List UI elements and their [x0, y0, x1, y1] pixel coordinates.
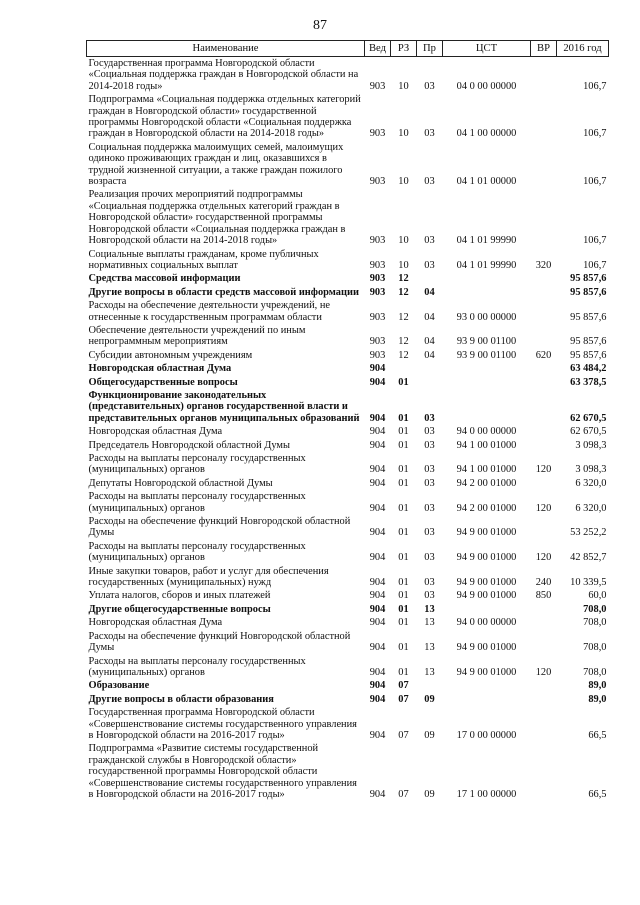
cell-ved: 904 [369, 464, 386, 476]
cell-name: Расходы на выплаты персоналу государственных (муниципальных) органов [88, 540, 306, 564]
table-row [87, 389, 609, 425]
cell-name: Обеспечение деятельности учреждений по иным непрограммным мероприятиям [88, 324, 306, 348]
table-row [87, 679, 609, 692]
table-row [87, 742, 609, 801]
cell-name: Социальная поддержка малоимущих семей, малоимущих одиноко проживающих граждан и лиц, оказавшихся в трудной жизненной ситуации, а также граждан пожилого возраста [88, 141, 344, 188]
cell-rz: 01 [398, 412, 409, 424]
table-row [87, 515, 609, 540]
cell-rz: 01 [398, 552, 409, 564]
cell-cst: 94 9 00 01000 [456, 590, 517, 602]
cell-name: Новгородская областная Дума [88, 363, 232, 375]
cell-rz [391, 362, 417, 375]
cell-vr [531, 93, 557, 141]
cell-name: Другие вопросы в области образования [88, 693, 274, 705]
cell-cst: 17 0 00 00000 [456, 729, 517, 741]
cell-vr: 620 [535, 349, 552, 361]
cell-name: Образование [88, 680, 150, 692]
cell-amount: 60,0 [588, 590, 607, 602]
cell-rz: 01 [398, 376, 409, 388]
cell-rz: 12 [398, 273, 409, 285]
cell-name: Государственная программа Новгородской области «Социальная поддержка граждан в Новгородской области на 2014-2018 годы» [88, 58, 359, 92]
cell-vr [531, 616, 557, 629]
cell-name: Другие общегосударственные вопросы [88, 603, 271, 615]
cell-rz: 01 [398, 590, 409, 602]
cell-amount: 66,5 [588, 729, 607, 741]
cell-ved: 904 [369, 788, 386, 800]
table-row [87, 57, 609, 94]
cell-rz: 01 [398, 603, 409, 615]
cell-cst: 04 1 00 00000 [456, 128, 517, 140]
cell-rz: 12 [398, 311, 409, 323]
cell-vr [531, 362, 557, 375]
cell-rz: 01 [398, 617, 409, 629]
cell-amount: 708,0 [583, 603, 607, 615]
cell-pr: 03 [424, 439, 435, 451]
cell-ved: 904 [369, 603, 386, 615]
cell-amount: 106,7 [583, 176, 607, 188]
cell-name: Новгородская областная Дума [88, 617, 223, 629]
cell-vr [531, 272, 557, 285]
table-row [87, 248, 609, 273]
budget-table [86, 40, 609, 801]
cell-amount: 95 857,6 [570, 349, 607, 361]
cell-vr [531, 439, 557, 452]
cell-pr: 03 [424, 259, 435, 271]
header-pr: Пр [417, 41, 443, 57]
cell-vr [531, 324, 557, 349]
table-row [87, 141, 609, 189]
cell-ved: 904 [369, 642, 386, 654]
cell-ved: 903 [369, 235, 386, 247]
table-row [87, 324, 609, 349]
cell-amount: 106,7 [583, 259, 607, 271]
cell-pr: 09 [424, 729, 435, 741]
cell-amount: 708,0 [583, 666, 607, 678]
cell-rz: 01 [398, 577, 409, 589]
table-row [87, 490, 609, 515]
cell-pr: 13 [424, 603, 435, 615]
cell-vr [531, 57, 557, 94]
cell-vr: 320 [535, 259, 552, 271]
cell-cst: 04 1 01 99990 [456, 259, 517, 271]
table-row [87, 477, 609, 490]
cell-amount: 53 252,2 [570, 527, 607, 539]
cell-cst: 04 1 01 99990 [456, 235, 517, 247]
cell-ved: 903 [369, 286, 386, 298]
cell-pr: 04 [424, 349, 435, 361]
cell-ved: 904 [369, 577, 386, 589]
cell-amount: 66,5 [588, 788, 607, 800]
page-number: 87 [313, 18, 327, 33]
table-row [87, 589, 609, 602]
cell-vr [531, 188, 557, 247]
cell-name: Иные закупки товаров, работ и услуг для обеспечения государственных (муниципальных) нужд [88, 565, 329, 589]
cell-name: Подпрограмма «Развитие системы государственной гражданской службы в Новгородской области» государственной программы Новгородской области «Совершенствование системы государственного управления в Новгородской области на 2016-2017 годы» [88, 743, 357, 800]
table-row [87, 565, 609, 590]
table-row [87, 362, 609, 375]
cell-pr: 03 [424, 502, 435, 514]
cell-ved: 903 [369, 128, 386, 140]
cell-name: Средства массовой информации [88, 273, 241, 285]
table-row [87, 452, 609, 477]
cell-name: Расходы на выплаты персоналу государственных (муниципальных) органов [88, 453, 306, 476]
cell-vr [531, 376, 557, 389]
cell-amount: 3 098,3 [575, 464, 607, 476]
cell-pr: 03 [424, 412, 435, 424]
cell-pr: 03 [424, 426, 435, 438]
cell-name: Новгородская областная Дума [88, 426, 223, 438]
cell-pr: 03 [424, 477, 435, 489]
cell-pr: 13 [424, 666, 435, 678]
table-row [87, 616, 609, 629]
cell-name: Председатель Новгородской областной Думы [88, 439, 290, 451]
cell-vr: 850 [535, 590, 552, 602]
cell-rz: 10 [398, 235, 409, 247]
cell-ved: 904 [369, 552, 386, 564]
cell-rz: 12 [398, 349, 409, 361]
cell-name: Функционирование законодательных (представительных) органов государственной власти и представительных органов муниципальных образований [88, 389, 360, 424]
cell-cst: 93 9 00 01100 [456, 349, 517, 361]
cell-pr: 04 [424, 336, 435, 348]
cell-pr [417, 362, 443, 375]
cell-pr: 09 [424, 693, 435, 705]
table-row [87, 272, 609, 285]
cell-amount: 95 857,6 [570, 286, 607, 298]
cell-cst [443, 693, 531, 706]
cell-rz: 07 [398, 680, 409, 692]
header-ved: Вед [365, 41, 391, 57]
cell-rz: 10 [398, 128, 409, 140]
cell-ved: 904 [369, 376, 386, 388]
cell-amount: 62 670,5 [570, 426, 607, 438]
cell-amount: 95 857,6 [570, 273, 607, 285]
cell-name: Другие вопросы в области средств массовой информации [88, 286, 359, 298]
cell-ved: 904 [369, 426, 386, 438]
table-row [87, 93, 609, 141]
cell-vr [531, 425, 557, 438]
cell-name: Уплата налогов, сборов и иных платежей [88, 590, 271, 602]
cell-vr [531, 515, 557, 540]
cell-amount: 106,7 [583, 235, 607, 247]
cell-name: Реализация прочих мероприятий подпрограммы «Социальная поддержка отдельных категорий граждан в Новгородской области» государственной программы Новгородской области «Социальная поддержка граждан в Новгородской области на 2014-2018 годы» [88, 189, 346, 247]
cell-name: Расходы на обеспечение функций Новгородской областной Думы [88, 516, 351, 539]
header-vr: ВР [531, 41, 557, 57]
cell-amount: 42 852,7 [570, 552, 607, 564]
cell-cst: 94 0 00 00000 [456, 617, 517, 629]
cell-cst: 94 9 00 01000 [456, 577, 517, 589]
cell-vr [531, 477, 557, 490]
cell-pr: 03 [424, 80, 435, 92]
cell-pr: 03 [424, 128, 435, 140]
cell-pr: 03 [424, 235, 435, 247]
cell-amount: 95 857,6 [570, 336, 607, 348]
cell-name: Субсидии автономным учреждениям [88, 349, 253, 361]
cell-cst: 94 9 00 01000 [456, 642, 517, 654]
cell-cst: 94 9 00 01000 [456, 666, 517, 678]
cell-cst: 94 1 00 01000 [456, 464, 517, 476]
cell-rz: 10 [398, 80, 409, 92]
cell-ved: 904 [369, 693, 386, 705]
cell-amount: 95 857,6 [570, 311, 607, 323]
cell-name: Подпрограмма «Социальная поддержка отдельных категорий граждан в Новгородской области» государственной программы Новгородской области «Социальная поддержка граждан в Новгородской области на 2014-2018 годы» [88, 94, 361, 140]
cell-cst: 94 0 00 00000 [456, 426, 517, 438]
cell-vr [531, 141, 557, 189]
cell-ved: 903 [369, 273, 386, 285]
cell-cst: 04 1 01 00000 [456, 176, 517, 188]
cell-amount: 62 670,5 [570, 412, 607, 424]
cell-ved: 904 [369, 617, 386, 629]
table-row [87, 299, 609, 324]
table-row [87, 693, 609, 706]
cell-name: Депутаты Новгородской областной Думы [88, 477, 273, 489]
cell-rz: 01 [398, 464, 409, 476]
cell-pr: 03 [424, 464, 435, 476]
cell-cst [443, 679, 531, 692]
cell-rz: 07 [398, 729, 409, 741]
cell-amount: 106,7 [583, 80, 607, 92]
cell-rz: 12 [398, 286, 409, 298]
table-row [87, 425, 609, 438]
cell-ved: 904 [369, 412, 386, 424]
table-row [87, 706, 609, 742]
cell-vr: 120 [535, 552, 552, 564]
cell-pr: 03 [424, 577, 435, 589]
cell-ved: 903 [369, 336, 386, 348]
cell-vr [531, 679, 557, 692]
cell-vr [531, 299, 557, 324]
cell-ved: 904 [369, 363, 386, 375]
cell-amount: 3 098,3 [575, 439, 607, 451]
cell-ved: 904 [369, 666, 386, 678]
cell-cst [443, 376, 531, 389]
cell-name: Социальные выплаты гражданам, кроме публичных нормативных социальных выплат [88, 248, 319, 271]
cell-ved: 904 [369, 590, 386, 602]
cell-cst: 94 9 00 01000 [456, 527, 517, 539]
table-row [87, 439, 609, 452]
cell-pr: 03 [424, 527, 435, 539]
table-row [87, 540, 609, 565]
cell-vr [531, 630, 557, 655]
header-cst: ЦСТ [443, 41, 531, 57]
cell-vr [531, 389, 557, 425]
cell-cst: 94 9 00 01000 [456, 552, 517, 564]
cell-ved: 903 [369, 311, 386, 323]
cell-amount: 63 484,2 [570, 363, 607, 375]
cell-rz: 01 [398, 426, 409, 438]
cell-rz: 12 [398, 336, 409, 348]
cell-cst [443, 603, 531, 616]
cell-cst [443, 389, 531, 425]
header-name: Наименование [87, 41, 365, 57]
cell-rz: 01 [398, 666, 409, 678]
cell-amount: 6 320,0 [575, 477, 607, 489]
cell-rz: 07 [398, 693, 409, 705]
cell-cst: 04 0 00 00000 [456, 80, 517, 92]
cell-vr [531, 693, 557, 706]
cell-cst [443, 272, 531, 285]
cell-ved: 904 [369, 477, 386, 489]
cell-pr: 04 [424, 286, 435, 298]
cell-amount: 6 320,0 [575, 502, 607, 514]
cell-pr: 03 [424, 590, 435, 602]
cell-ved: 903 [369, 259, 386, 271]
header-rz: РЗ [391, 41, 417, 57]
cell-rz: 01 [398, 502, 409, 514]
table-row [87, 286, 609, 299]
cell-pr: 03 [424, 552, 435, 564]
cell-rz: 10 [398, 259, 409, 271]
cell-cst: 93 9 00 01100 [456, 336, 517, 348]
header-year: 2016 год [557, 41, 609, 57]
cell-amount: 89,0 [588, 680, 607, 692]
cell-pr: 09 [424, 788, 435, 800]
cell-amount: 89,0 [588, 693, 607, 705]
cell-pr: 13 [424, 642, 435, 654]
cell-cst: 94 1 00 01000 [456, 439, 517, 451]
cell-cst: 94 2 00 01000 [456, 477, 517, 489]
cell-cst: 93 0 00 00000 [456, 311, 517, 323]
cell-ved: 904 [369, 502, 386, 514]
cell-pr [417, 272, 443, 285]
table-row [87, 376, 609, 389]
cell-ved: 903 [369, 80, 386, 92]
cell-rz: 01 [398, 439, 409, 451]
table-row [87, 188, 609, 247]
cell-name: Расходы на выплаты персоналу государственных (муниципальных) органов [88, 655, 306, 678]
cell-vr: 240 [535, 577, 552, 589]
cell-name: Расходы на обеспечение деятельности учреждений, не отнесенные к государственным программам области [88, 300, 331, 323]
cell-cst: 17 1 00 00000 [456, 788, 517, 800]
cell-ved: 903 [369, 176, 386, 188]
cell-cst [443, 362, 531, 375]
cell-vr: 120 [535, 502, 552, 514]
cell-rz: 07 [398, 788, 409, 800]
table-header-row [87, 41, 609, 57]
cell-rz: 01 [398, 527, 409, 539]
cell-pr: 13 [424, 617, 435, 629]
cell-rz: 10 [398, 176, 409, 188]
cell-name: Государственная программа Новгородской области «Совершенствование системы государственного управления в Новгородской области на 2016-2017 годы» [88, 707, 357, 741]
cell-amount: 106,7 [583, 128, 607, 140]
cell-cst: 94 2 00 01000 [456, 502, 517, 514]
cell-name: Расходы на обеспечение функций Новгородской областной Думы [88, 630, 351, 654]
cell-vr [531, 706, 557, 742]
cell-pr: 03 [424, 176, 435, 188]
table-row [87, 630, 609, 655]
table-row [87, 349, 609, 362]
table-row [87, 655, 609, 680]
cell-rz: 01 [398, 642, 409, 654]
cell-amount: 63 378,5 [570, 376, 607, 388]
cell-cst [443, 286, 531, 299]
cell-pr [417, 376, 443, 389]
cell-ved: 904 [369, 680, 386, 692]
cell-rz: 01 [398, 477, 409, 489]
table-row [87, 603, 609, 616]
cell-amount: 10 339,5 [570, 577, 607, 589]
cell-name: Расходы на выплаты персоналу государственных (муниципальных) органов [88, 491, 306, 514]
cell-amount: 708,0 [583, 617, 607, 629]
cell-vr [531, 286, 557, 299]
cell-name: Общегосударственные вопросы [88, 376, 238, 388]
cell-ved: 904 [369, 729, 386, 741]
cell-pr [417, 679, 443, 692]
cell-pr: 04 [424, 311, 435, 323]
cell-vr: 120 [535, 464, 552, 476]
cell-ved: 904 [369, 527, 386, 539]
cell-vr: 120 [535, 666, 552, 678]
cell-amount: 708,0 [583, 642, 607, 654]
cell-ved: 903 [369, 349, 386, 361]
cell-vr [531, 742, 557, 801]
cell-vr [531, 603, 557, 616]
cell-ved: 904 [369, 439, 386, 451]
